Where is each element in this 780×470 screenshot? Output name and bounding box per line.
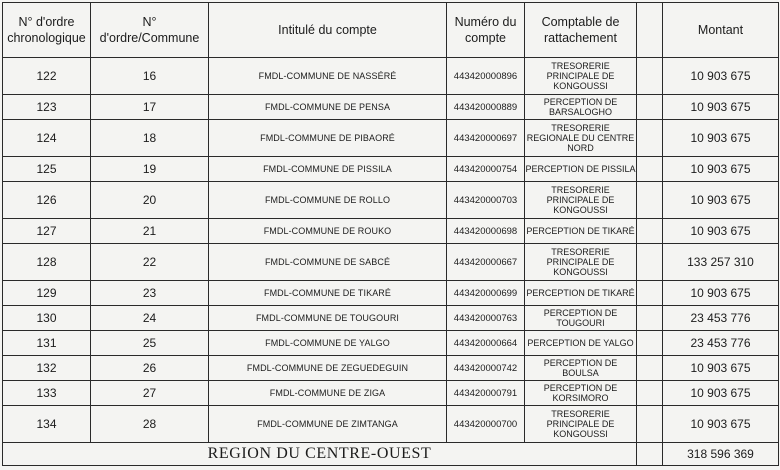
cell-account-title: FMDL-COMMUNE DE ZIMTANGA: [209, 406, 447, 443]
cell-order-chrono: 134: [3, 406, 91, 443]
column-gap: [637, 331, 663, 356]
cell-account-title: FMDL-COMMUNE DE ROLLO: [209, 182, 447, 219]
cell-order-commune: 26: [91, 356, 209, 381]
cell-comptable: PERCEPTION DE KORSIMORO: [525, 381, 637, 406]
cell-comptable: PERCEPTION DE BOULSA: [525, 356, 637, 381]
column-gap: [637, 356, 663, 381]
table-row: [3, 306, 779, 331]
cell-account-title: FMDL-COMMUNE DE PENSA: [209, 95, 447, 120]
cell-account-title: FMDL-COMMUNE DE ZIGA: [209, 381, 447, 406]
table-row: [3, 120, 779, 157]
table-row: [3, 219, 779, 244]
region-total-row: [3, 443, 779, 466]
table-row: [3, 157, 779, 182]
cell-montant: 10 903 675: [663, 219, 779, 244]
cell-comptable: PERCEPTION DE YALGO: [525, 331, 637, 356]
cell-order-commune: 16: [91, 58, 209, 95]
cell-order-chrono: 127: [3, 219, 91, 244]
header-order-commune: N° d'ordre/Commune: [91, 3, 209, 58]
column-gap: [637, 120, 663, 157]
header-account-title: Intitulé du compte: [209, 3, 447, 58]
cell-account-number: 443420000698: [447, 219, 525, 244]
cell-order-chrono: 125: [3, 157, 91, 182]
cell-account-number: 443420000896: [447, 58, 525, 95]
cell-montant: 23 453 776: [663, 331, 779, 356]
cell-order-commune: 21: [91, 219, 209, 244]
cell-account-number: 443420000700: [447, 406, 525, 443]
header-comptable: Comptable de rattachement: [525, 3, 637, 58]
cell-montant: 10 903 675: [663, 182, 779, 219]
column-gap: [637, 58, 663, 95]
cell-comptable: PERCEPTION DE BARSALOGHO: [525, 95, 637, 120]
cell-account-number: 443420000667: [447, 244, 525, 281]
cell-account-title: FMDL-COMMUNE DE NASSÉRÉ: [209, 58, 447, 95]
cell-account-number: 443420000664: [447, 331, 525, 356]
cell-order-commune: 23: [91, 281, 209, 306]
table-row: [3, 58, 779, 95]
cell-montant: 10 903 675: [663, 281, 779, 306]
cell-comptable: PERCEPTION DE TIKARÉ: [525, 281, 637, 306]
table-row: [3, 182, 779, 219]
cell-order-commune: 25: [91, 331, 209, 356]
table-row: [3, 95, 779, 120]
column-gap: [637, 3, 663, 58]
cell-account-number: 443420000754: [447, 157, 525, 182]
cell-order-chrono: 131: [3, 331, 91, 356]
column-gap: [637, 281, 663, 306]
column-gap: [637, 219, 663, 244]
cell-comptable: TRESORERIE PRINCIPALE DE KONGOUSSI: [525, 244, 637, 281]
column-gap: [637, 306, 663, 331]
table-row: [3, 244, 779, 281]
cell-montant: 133 257 310: [663, 244, 779, 281]
column-gap: [637, 244, 663, 281]
table-row: [3, 381, 779, 406]
cell-account-number: 443420000763: [447, 306, 525, 331]
cell-account-title: FMDL-COMMUNE DE SABCÉ: [209, 244, 447, 281]
cell-account-number: 443420000742: [447, 356, 525, 381]
cell-account-title: FMDL-COMMUNE DE PISSILA: [209, 157, 447, 182]
cell-order-chrono: 128: [3, 244, 91, 281]
cell-montant: 10 903 675: [663, 356, 779, 381]
cell-order-chrono: 122: [3, 58, 91, 95]
cell-order-commune: 24: [91, 306, 209, 331]
column-gap: [637, 443, 663, 466]
region-total-amount: 318 596 369: [663, 443, 779, 466]
cell-comptable: TRESORERIE PRINCIPALE DE KONGOUSSI: [525, 58, 637, 95]
cell-order-commune: 18: [91, 120, 209, 157]
cell-comptable: TRESORERIE PRINCIPALE DE KONGOUSSI: [525, 182, 637, 219]
cell-order-chrono: 123: [3, 95, 91, 120]
column-gap: [637, 406, 663, 443]
cell-order-commune: 28: [91, 406, 209, 443]
cell-comptable: TRESORERIE PRINCIPALE DE KONGOUSSI: [525, 406, 637, 443]
cell-order-chrono: 129: [3, 281, 91, 306]
cell-account-title: FMDL-COMMUNE DE TIKARÉ: [209, 281, 447, 306]
commune-accounts-table: [2, 2, 779, 466]
table-header-row: [3, 3, 779, 58]
cell-order-commune: 20: [91, 182, 209, 219]
cell-account-number: 443420000697: [447, 120, 525, 157]
header-montant: Montant: [663, 3, 779, 58]
column-gap: [637, 157, 663, 182]
cell-montant: 10 903 675: [663, 406, 779, 443]
cell-account-title: FMDL-COMMUNE DE YALGO: [209, 331, 447, 356]
cell-order-commune: 17: [91, 95, 209, 120]
table-row: [3, 281, 779, 306]
cell-montant: 23 453 776: [663, 306, 779, 331]
header-order-chrono: N° d'ordre chronologique: [3, 3, 91, 58]
cell-account-title: FMDL-COMMUNE DE PIBAORÉ: [209, 120, 447, 157]
cell-order-chrono: 124: [3, 120, 91, 157]
cell-montant: 10 903 675: [663, 95, 779, 120]
column-gap: [637, 381, 663, 406]
cell-account-title: FMDL-COMMUNE DE TOUGOURI: [209, 306, 447, 331]
cell-montant: 10 903 675: [663, 381, 779, 406]
table-row: [3, 406, 779, 443]
cell-account-number: 443420000791: [447, 381, 525, 406]
region-name: REGION DU CENTRE-OUEST: [3, 443, 637, 466]
cell-montant: 10 903 675: [663, 157, 779, 182]
cell-account-number: 443420000889: [447, 95, 525, 120]
cell-account-number: 443420000699: [447, 281, 525, 306]
cell-account-title: FMDL-COMMUNE DE ROUKO: [209, 219, 447, 244]
column-gap: [637, 95, 663, 120]
cell-order-chrono: 132: [3, 356, 91, 381]
cell-order-commune: 22: [91, 244, 209, 281]
cell-account-number: 443420000703: [447, 182, 525, 219]
cell-order-chrono: 126: [3, 182, 91, 219]
table-row: [3, 331, 779, 356]
table-body: [3, 58, 779, 466]
cell-comptable: PERCEPTION DE TIKARÉ: [525, 219, 637, 244]
cell-order-commune: 19: [91, 157, 209, 182]
cell-comptable: PERCEPTION DE TOUGOURI: [525, 306, 637, 331]
cell-montant: 10 903 675: [663, 58, 779, 95]
column-gap: [637, 182, 663, 219]
cell-comptable: PERCEPTION DE PISSILA: [525, 157, 637, 182]
cell-order-commune: 27: [91, 381, 209, 406]
header-account-number: Numéro du compte: [447, 3, 525, 58]
cell-order-chrono: 133: [3, 381, 91, 406]
table-row: [3, 356, 779, 381]
cell-account-title: FMDL-COMMUNE DE ZEGUEDEGUIN: [209, 356, 447, 381]
cell-montant: 10 903 675: [663, 120, 779, 157]
cell-order-chrono: 130: [3, 306, 91, 331]
cell-comptable: TRESORERIE REGIONALE DU CENTRE NORD: [525, 120, 637, 157]
